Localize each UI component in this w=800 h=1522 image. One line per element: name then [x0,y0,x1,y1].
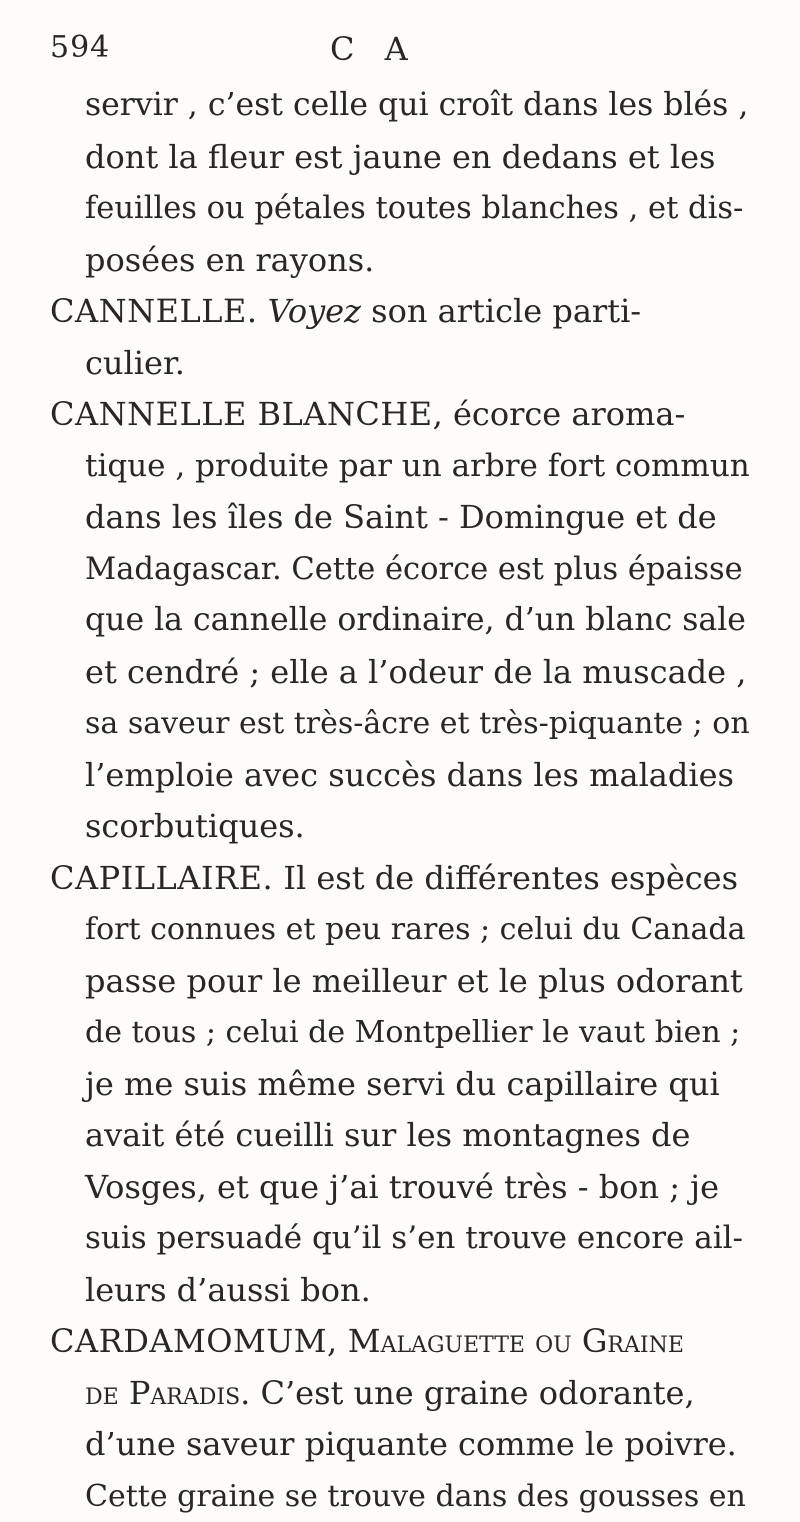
text-line [50,132,750,184]
text-line [50,544,750,596]
text-line [50,235,750,287]
text-line [50,183,750,235]
line-text: , écorce aroma- [433,395,686,433]
cross-reference: Voyez [268,292,361,330]
line-text: son article parti- [361,292,641,330]
text-line [50,492,750,544]
line-text: Madagascar. Cette écorce est plus épaisse [85,552,743,587]
line-text: servir , c’est celle qui croît dans les blés , [85,87,748,123]
line-text: scorbutiques. [85,807,305,845]
text-line [50,956,750,1008]
line-text: Cette graine se trouve dans des gousses en [85,1479,746,1514]
line-text: fort connues et peu rares ; celui du Canada [85,912,745,947]
line-text: Il est de différentes espèces [273,859,738,897]
text-line [50,1213,750,1265]
text-line [50,1059,750,1111]
line-text: avait été cueilli sur les montagnes de [85,1116,690,1154]
entry-small-caps: Malaguette ou Graine [338,1322,684,1360]
text-line [50,1265,750,1317]
line-text: sa saveur est très-âcre et très-piquante ; on [85,706,750,741]
text-line [50,801,750,853]
text-line [50,389,750,441]
line-text: Vosges, et que j’ai trouvé très - bon ; je [85,1168,719,1206]
line-text: suis persuadé qu’il s’en trouve encore ail- [85,1220,743,1256]
page-number: 594 [50,30,110,65]
line-text: culier. [85,344,185,382]
line-text: de tous ; celui de Montpellier le vaut bien ; [85,1015,740,1050]
running-head: C A [330,30,418,68]
text-line [50,1162,750,1214]
text-line [50,1419,750,1471]
text-line [50,647,750,699]
line-text: je me suis même servi du capillaire qui [85,1065,720,1103]
line-text: C’est une graine odorante, [250,1374,694,1412]
entry-headword: CANNELLE. [50,292,257,330]
text-line [50,441,750,493]
text-line [50,1368,750,1420]
text-line [50,286,750,338]
entry-headword: CAPILLAIRE. [50,859,273,897]
text-line [50,1316,750,1368]
text-line [50,1007,750,1059]
line-text: et cendré ; elle a l’odeur de la muscade , [85,653,746,691]
text-line [50,1471,750,1522]
line-text: tique , produite par un arbre fort commun [85,448,750,484]
entry-headword: CARDAMOMUM, [50,1322,338,1360]
text-line [50,595,750,647]
line-text: passe pour le meilleur et le plus odorant [85,962,743,1000]
line-text: que la cannelle ordinaire, d’un blanc sale [85,602,746,638]
line-text: posées en rayons. [85,241,374,279]
text-line [50,750,750,802]
text-line [50,80,750,132]
dictionary-entries [50,80,750,1522]
text-line [50,338,750,390]
page-header [50,20,750,80]
entry-headword: CANNELLE BLANCHE [50,395,433,433]
text-line [50,1110,750,1162]
line-text: dans les îles de Saint - Domingue et de [85,498,717,536]
line-text: l’emploie avec succès dans les maladies [85,756,734,794]
text-line [50,698,750,750]
line-text: leurs d’aussi bon. [85,1271,371,1309]
text-line [50,904,750,956]
line-text: feuilles ou pétales toutes blanches , et dis- [85,191,743,226]
line-text: d’une saveur piquante comme le poivre. [85,1425,737,1463]
text-line [50,853,750,905]
line-text: dont la fleur est jaune en dedans et les [85,138,715,176]
entry-small-caps: de Paradis. [85,1374,250,1412]
